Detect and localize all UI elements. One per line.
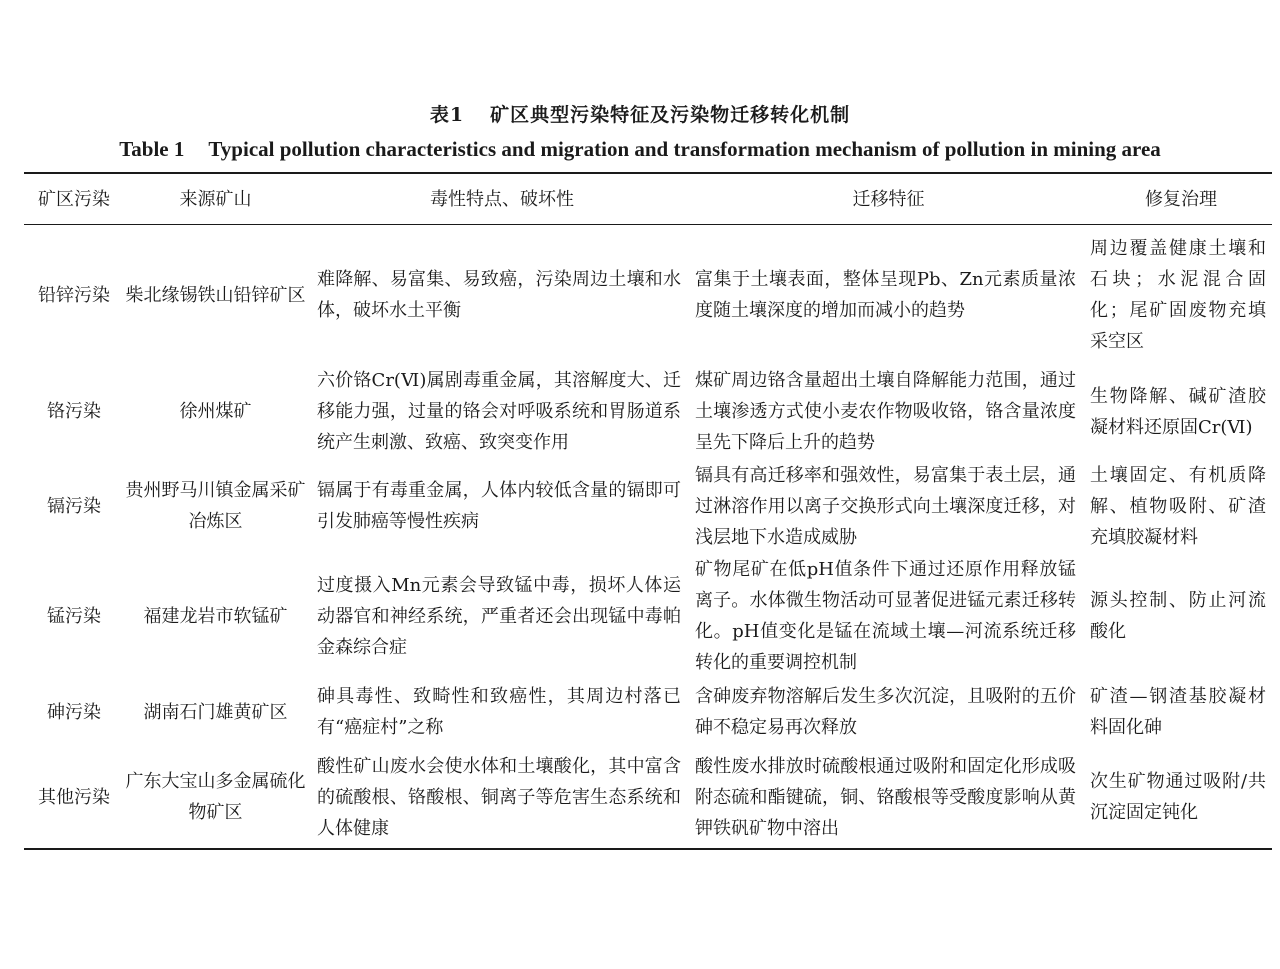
cell-pollution-type: 镉污染 bbox=[47, 495, 101, 517]
table-label-en: Table 1 bbox=[119, 137, 185, 161]
header-toxicity: 毒性特点、破坏性 bbox=[430, 188, 574, 210]
cell-source-mine: 徐州煤矿 bbox=[179, 401, 252, 422]
table-row bbox=[24, 365, 1272, 458]
cell-toxicity: 过度摄入Mn元素会导致锰中毒，损坏人体运动器官和神经系统，严重者还会出现锰中毒帕金森综合症 bbox=[317, 574, 681, 658]
cell-toxicity: 镉属于有毒重金属，人体内较低含量的镉即可引发肺癌等慢性疾病 bbox=[317, 480, 681, 532]
cell-remediation: 周边覆盖健康土壤和石块；水泥混合固化；尾矿固废物充填采空区 bbox=[1090, 238, 1266, 352]
cell-migration: 镉具有高迁移率和强效性，易富集于表土层，通过淋溶作用以离子交换形式向土壤深度迁移，对浅层地下水造成威胁 bbox=[695, 464, 1076, 548]
cell-source-mine: 广东大宝山多金属硫化物矿区 bbox=[125, 771, 306, 823]
table-caption-en bbox=[0, 137, 1280, 162]
cell-source-mine: 柴北缘锡铁山铅锌矿区 bbox=[125, 284, 306, 306]
header-remediation: 修复治理 bbox=[1145, 188, 1217, 210]
table-caption-cn bbox=[0, 100, 1280, 127]
cell-source-mine: 贵州野马川镇金属采矿冶炼区 bbox=[125, 480, 306, 532]
cell-toxicity: 难降解、易富集、易致癌，污染周边土壤和水体，破坏水土平衡 bbox=[317, 269, 681, 321]
pollution-table bbox=[24, 172, 1272, 850]
cell-pollution-type: 其他污染 bbox=[38, 786, 110, 808]
cell-pollution-type: 砷污染 bbox=[47, 701, 101, 723]
table-header-row bbox=[24, 173, 1272, 225]
table-title-en: Typical pollution characteristics and migration and transformation mechanism of pollution in mining area bbox=[208, 137, 1161, 161]
cell-pollution-type: 铅锌污染 bbox=[38, 284, 110, 306]
cell-remediation: 土壤固定、有机质降解、植物吸附、矿渣充填胶凝材料 bbox=[1090, 464, 1266, 548]
table-row bbox=[24, 225, 1272, 366]
cell-remediation: 次生矿物通过吸附/共沉淀固定钝化 bbox=[1090, 771, 1266, 823]
table-title-cn: 矿区典型污染特征及污染物迁移转化机制 bbox=[490, 104, 851, 126]
table-row bbox=[24, 554, 1272, 678]
header-migration: 迁移特征 bbox=[852, 188, 925, 210]
cell-migration: 含砷废弃物溶解后发生多次沉淀，且吸附的五价砷不稳定易再次释放 bbox=[695, 686, 1076, 738]
cell-toxicity: 砷具毒性、致畸性和致癌性，其周边村落已有“癌症村”之称 bbox=[317, 686, 681, 738]
cell-source-mine: 湖南石门雄黄矿区 bbox=[143, 701, 288, 723]
cell-toxicity: 六价铬Cr(Ⅵ)属剧毒重金属，其溶解度大、迁移能力强，过量的铬会对呼吸系统和胃肠道系统产生刺激、致癌、致突变作用 bbox=[317, 370, 681, 453]
table-row bbox=[24, 746, 1272, 849]
cell-remediation: 生物降解、碱矿渣胶凝材料还原固Cr(Ⅵ) bbox=[1090, 385, 1266, 438]
table-row bbox=[24, 678, 1272, 746]
cell-remediation: 矿渣—钢渣基胶凝材料固化砷 bbox=[1090, 686, 1266, 738]
cell-migration: 煤矿周边铬含量超出土壤自降解能力范围，通过土壤渗透方式使小麦农作物吸收铬，铬含量浓度呈先下降后上升的趋势 bbox=[695, 370, 1076, 453]
cell-migration: 富集于土壤表面，整体呈现Pb、Zn元素质量浓度随土壤深度的增加而减小的趋势 bbox=[695, 269, 1076, 321]
cell-source-mine: 福建龙岩市软锰矿 bbox=[143, 605, 288, 627]
table-label-cn: 表1 bbox=[429, 104, 465, 126]
cell-migration: 酸性废水排放时硫酸根通过吸附和固定化形成吸附态硫和酯键硫，铜、铬酸根等受酸度影响从黄钾铁矾矿物中溶出 bbox=[695, 755, 1076, 839]
cell-pollution-type: 锰污染 bbox=[47, 605, 101, 627]
cell-migration: 矿物尾矿在低pH值条件下通过还原作用释放锰离子。水体微生物活动可显著促进锰元素迁移转化。pH值变化是锰在流域土壤—河流系统迁移转化的重要调控机制 bbox=[695, 559, 1076, 673]
header-pollution-type: 矿区污染 bbox=[38, 188, 110, 210]
cell-remediation: 源头控制、防止河流酸化 bbox=[1090, 590, 1266, 642]
table-row bbox=[24, 458, 1272, 554]
header-source-mine: 来源矿山 bbox=[179, 188, 252, 210]
cell-pollution-type: 铬污染 bbox=[47, 401, 101, 422]
cell-toxicity: 酸性矿山废水会使水体和土壤酸化，其中富含的硫酸根、铬酸根、铜离子等危害生态系统和人体健康 bbox=[317, 755, 681, 839]
